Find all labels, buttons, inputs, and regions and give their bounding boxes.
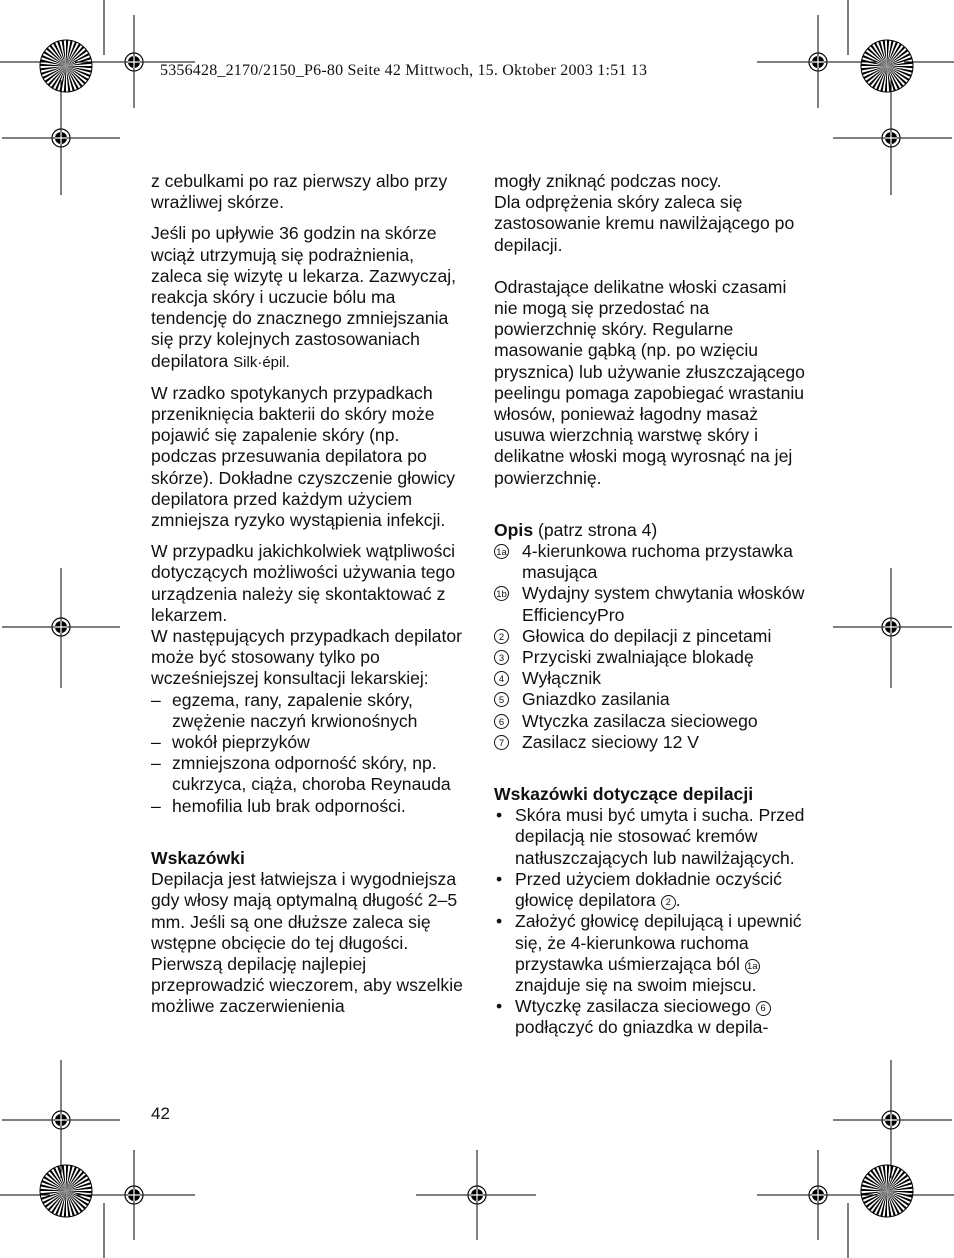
section-heading-description: Opis (patrz strona 4) xyxy=(494,519,658,540)
right-column xyxy=(494,171,812,1039)
star-target-bottom-left xyxy=(40,1165,92,1217)
list-item: 7 Zasilacz sieciowy 12 V xyxy=(494,732,812,753)
list-item: – zmniejszona odporność skóry, np. cukrzyca, ciąża, choroba Reynauda xyxy=(151,753,451,795)
brand-name: Silk·épil. xyxy=(233,353,290,371)
star-target-top-right xyxy=(861,40,913,92)
star-target-top-left xyxy=(40,40,92,92)
list-item: 2 Głowica do depilacji z pincetami xyxy=(494,626,812,647)
contraindication-list xyxy=(151,690,469,817)
print-slug-line: 5356428_2170/2150_P6-80 Seite 42 Mittwoch, 15. Oktober 2003 1:51 13 xyxy=(160,62,648,79)
list-item: • Wtyczkę zasilacza sieciowego 6 podłączyć do gniazdka w depila- xyxy=(494,996,812,1038)
paragraph: W następujących przypadkach depilator może być stosowany tylko po wcześniejszej konsultacji lekarskiej: xyxy=(151,626,462,689)
paragraph: W przypadku jakichkolwiek wątpliwości dotyczących możliwości używania tego urządzenia należy się skontaktować z lekarzem. xyxy=(151,541,456,625)
section-heading-tips: Wskazówki xyxy=(151,847,245,868)
list-item: 5 Gniazdko zasilania xyxy=(494,689,812,710)
page-number: 42 xyxy=(151,1104,170,1123)
list-item: 6 Wtyczka zasilacza sieciowego xyxy=(494,711,812,732)
section-heading-depilation-tips: Wskazówki dotyczące depilacji xyxy=(494,784,754,805)
paragraph: Jeśli po upływie 36 godzin na skórze wciąż utrzymują się podrażnienia, zaleca się wizytę u lekarza. Zazwyczaj, reakcja skóry i uczucie bólu ma tendencję do znacznego zmniejszania się przy kolejnych zastosowaniach depilatora Silk·épil. xyxy=(151,223,457,371)
paragraph: Odrastające delikatne włoski czasami nie mogą się przedostać na powierzchnię skóry. Regularne masowanie gąbką (np. po wzięciu prysznica) lub używanie złuszczającego peelingu pomaga zapobiegać wrastaniu włosów, ponieważ łagodny masaż usuwa wierzchnią warstwę skóry i delikatne włoski mogą wyrosnąć na jej powierzchnię. xyxy=(494,276,805,488)
list-item: – wokół pieprzyków xyxy=(151,732,310,753)
list-item: – egzema, rany, zapalenie skóry, zwężenie naczyń krwionośnych xyxy=(151,689,418,731)
paragraph: Depilacja jest łatwiejsza i wygodniejsza gdy włosy mają optymalną długość 2–5 mm. Jeśli są one dłuższe zaleca się wstępne obcięcie do tej długości. xyxy=(151,869,458,953)
part-number-badge: 6 xyxy=(756,1001,771,1016)
list-item: 1b Wydajny system chwytania włosków EfficiencyPro xyxy=(494,583,812,625)
paragraph: Dla odprężenia skóry zaleca się zastosowanie kremu nawilżającego po depilacji. xyxy=(494,192,795,255)
part-number-badge: 6 xyxy=(494,714,509,729)
list-item: – hemofilia lub brak odporności. xyxy=(151,795,406,816)
depilation-tips-list xyxy=(494,805,812,1038)
list-item: 3 Przyciski zwalniające blokadę xyxy=(494,647,812,668)
paragraph: z cebulkami po raz pierwszy albo przy wrażliwej skórze. xyxy=(151,171,448,213)
list-item: 1a 4-kierunkowa ruchoma przystawka masująca xyxy=(494,541,812,583)
list-item: • Przed użyciem dokładnie oczyścić głowicę depilatora 2 . xyxy=(496,868,782,911)
part-number-badge: 1b xyxy=(494,586,509,601)
star-target-bottom-right xyxy=(861,1165,913,1217)
paragraph: mogły zniknąć podczas nocy. xyxy=(494,171,722,191)
part-number-badge: 1a xyxy=(745,959,760,974)
list-item: • Założyć głowicę depilującą i upewnić się, że 4-kierunkowa ruchoma przystawka uśmierzająca ból 1a znajduje się na swoim miejscu. xyxy=(496,911,802,995)
part-number-badge: 5 xyxy=(494,692,509,707)
part-number-badge: 2 xyxy=(661,895,676,910)
part-number-badge: 4 xyxy=(494,671,509,686)
part-number-badge: 2 xyxy=(494,629,509,644)
list-item: 4 Wyłącznik xyxy=(494,668,812,689)
paragraph: Pierwszą depilację najlepiej przeprowadzić wieczorem, aby wszelkie możliwe zaczerwienienia xyxy=(151,953,463,1017)
part-number-badge: 3 xyxy=(494,650,509,665)
left-column xyxy=(151,171,469,1018)
paragraph: W rzadko spotykanych przypadkach przeniknięcia bakterii do skóry może pojawić się zapalenie skóry (np. podczas przesuwania depilatora po skórze). Dokładne czyszczenie głowicy depilatora przed każdym użyciem zmniejsza ryzyko wystąpienia infekcji. xyxy=(151,382,456,531)
part-number-badge: 1a xyxy=(494,544,509,559)
parts-list xyxy=(494,541,812,753)
part-number-badge: 7 xyxy=(494,735,509,750)
list-item: • Skóra musi być umyta i sucha. Przed depilacją nie stosować kremów natłuszczających lub nawilżających. xyxy=(496,805,805,868)
